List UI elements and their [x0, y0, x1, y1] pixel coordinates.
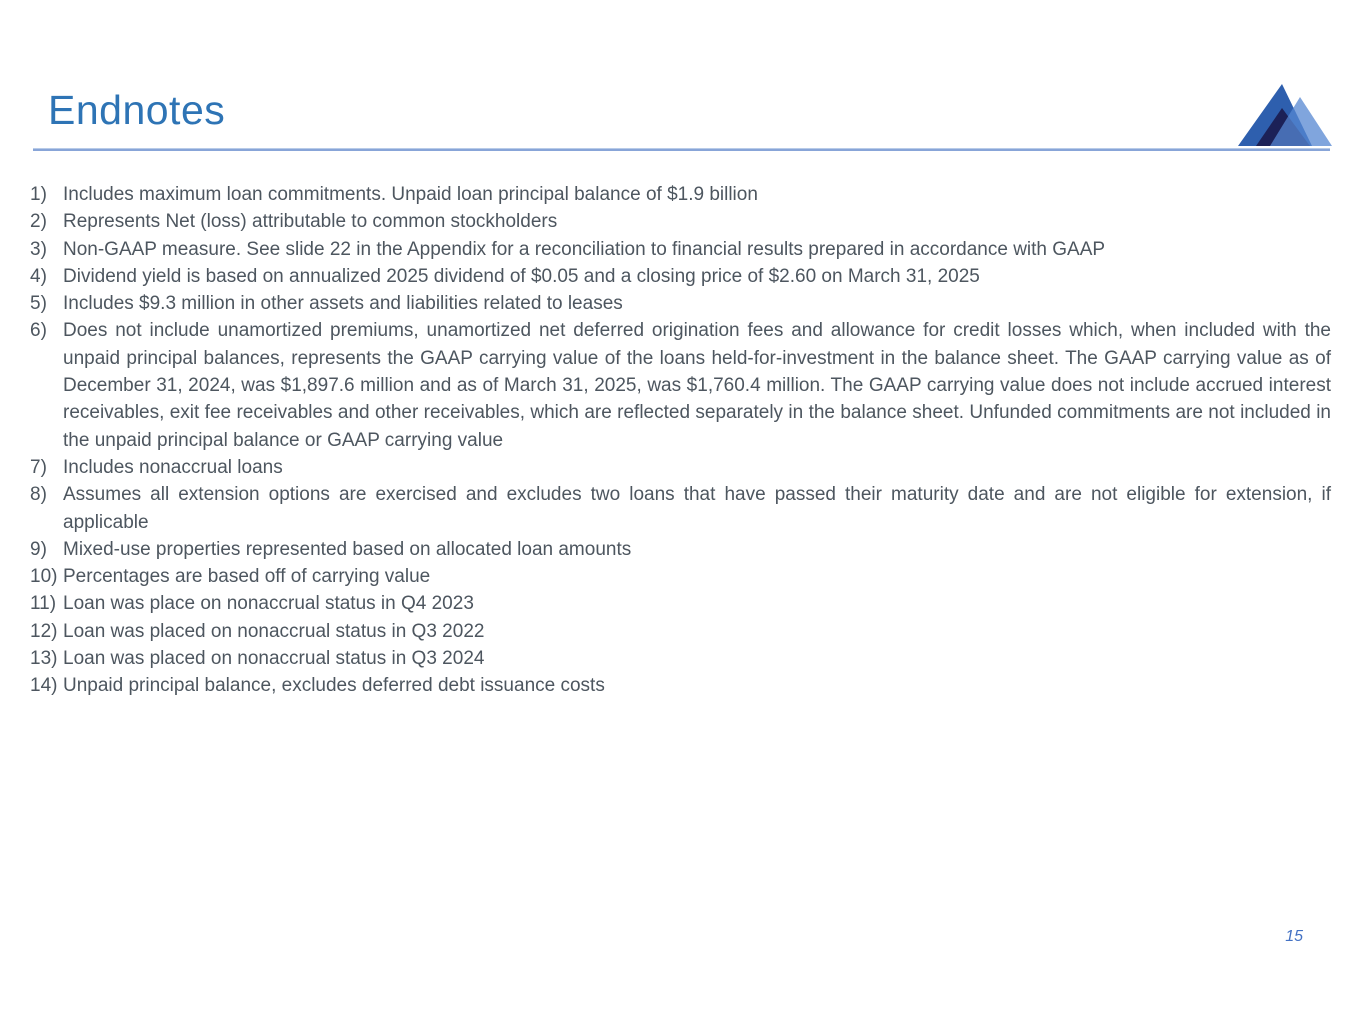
- endnote-number: 9): [30, 538, 47, 560]
- endnote-number: 8): [30, 484, 47, 506]
- endnote-number: 14): [30, 675, 58, 697]
- endnote-text: Represents Net (loss) attributable to common stockholders: [63, 211, 558, 233]
- page-number: 15: [1285, 928, 1303, 945]
- endnote-item: [30, 236, 1331, 263]
- endnote-number: 1): [30, 184, 47, 205]
- endnote-item: [30, 208, 1331, 235]
- endnote-text: Includes $9.3 million in other assets and liabilities related to leases: [63, 293, 623, 315]
- endnote-text: Non-GAAP measure. See slide 22 in the Appendix for a reconciliation to financial results prepared in accordance with GAAP: [63, 238, 1106, 260]
- endnote-number: 13): [30, 648, 58, 670]
- endnotes-list: [30, 181, 1331, 700]
- endnote-text: Includes nonaccrual loans: [63, 456, 283, 478]
- endnote-text: Loan was placed on nonaccrual status in Q3 2022: [63, 620, 485, 642]
- endnote-number: 10): [30, 566, 58, 588]
- endnote-number: 5): [30, 293, 47, 315]
- endnote-text: Loan was placed on nonaccrual status in Q3 2024: [63, 648, 485, 670]
- endnote-text: Mixed-use properties represented based on allocated loan amounts: [63, 538, 632, 560]
- endnote-item: [30, 290, 1331, 317]
- endnote-text: Percentages are based off of carrying value: [63, 566, 431, 588]
- endnote-number: 12): [30, 620, 58, 642]
- endnote-item: [30, 536, 1331, 563]
- endnote-item: [30, 563, 1331, 590]
- endnote-number: 3): [30, 238, 47, 260]
- endnote-number: 11): [30, 593, 57, 615]
- endnote-item: [30, 181, 1331, 208]
- endnote-number: 6): [30, 320, 47, 342]
- endnote-text: Loan was place on nonaccrual status in Q4 2023: [63, 593, 474, 615]
- endnote-item: [30, 590, 1331, 617]
- endnote-text: Unpaid principal balance, excludes deferred debt issuance costs: [63, 675, 605, 697]
- title-divider: [33, 148, 1330, 151]
- endnote-number: 2): [30, 211, 47, 233]
- endnote-item: [30, 263, 1331, 290]
- endnote-item: [30, 317, 1331, 453]
- endnote-item: [30, 454, 1331, 481]
- endnote-text: Dividend yield is based on annualized 2025 dividend of $0.05 and a closing price of $2.60 on March 31, 2025: [63, 265, 980, 287]
- page-title: Endnotes: [48, 87, 226, 133]
- endnote-text: Does not include unamortized premiums, unamortized net deferred origination fees and allowance for credit losses which, when included with the unpaid principal balances, represents the GAAP carrying value of the loans held-for-investment in the balance sheet. The GAAP carrying value as of December 31, 2024, was $1,897.6 million and as of March 31, 2025, was $1,760.4 million. The GAAP carrying value does not include accrued interest receivables, exit fee receivables and other receivables, which are reflected separately in the balance sheet. Unfunded commitments are not included in the unpaid principal balance or GAAP carrying value: [63, 320, 1331, 451]
- endnote-item: [30, 481, 1331, 536]
- endnote-item: [30, 672, 1331, 699]
- endnote-text: Assumes all extension options are exercised and excludes two loans that have passed their maturity date and are not eligible for extension, if applicable: [63, 484, 1331, 533]
- mountain-logo-icon: [1236, 84, 1332, 146]
- endnote-number: 7): [30, 456, 47, 478]
- endnote-item: [30, 645, 1331, 672]
- endnote-text: Includes maximum loan commitments. Unpaid loan principal balance of $1.9 billion: [63, 184, 758, 205]
- endnote-number: 4): [30, 265, 47, 287]
- endnote-item: [30, 618, 1331, 645]
